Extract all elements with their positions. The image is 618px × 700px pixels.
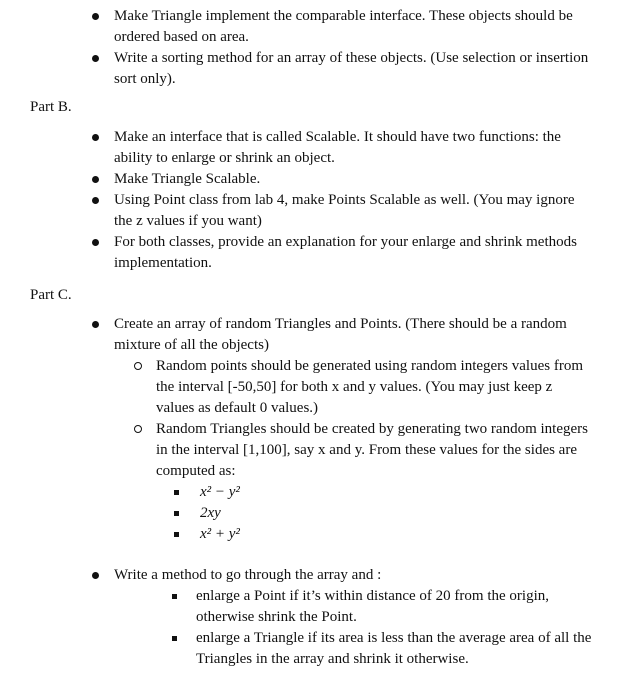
part-c-item-create-array — [92, 314, 592, 545]
part-c-list — [92, 314, 592, 545]
side-formula-product: 2xy — [174, 503, 592, 524]
part-b-item-point-scalable: Using Point class from lab 4, make Points Scalable as well. (You may ignore the z values if you want) — [92, 190, 592, 232]
part-c-method-list — [92, 565, 592, 670]
method-action-triangle: enlarge a Triangle if its area is less than the average area of all the Triangles in the array and shrink it otherwise. — [172, 628, 592, 670]
part-a-item-comparable: Make Triangle implement the comparable interface. These objects should be ordered based on area. — [92, 6, 592, 48]
method-action-point: enlarge a Point if it’s within distance of 20 from the origin, otherwise shrink the Point. — [172, 586, 592, 628]
part-c-triangles-text: Random Triangles should be created by generating two random integers in the interval [1,100], say x and y. From these values for the sides are computed as: — [156, 421, 588, 479]
part-c-heading: Part C. — [30, 287, 72, 303]
part-c-method-text: Write a method to go through the array and : — [114, 567, 382, 583]
part-b-heading: Part B. — [30, 99, 72, 115]
part-b-item-scalable-interface: Make an interface that is called Scalable. It should have two functions: the ability to enlarge or shrink an object. — [92, 127, 592, 169]
part-b-list — [92, 127, 592, 274]
part-c-subitem-random-triangles — [132, 419, 592, 545]
part-b-item-explanation: For both classes, provide an explanation for your enlarge and shrink methods implementation. — [92, 232, 592, 274]
part-c-create-text: Create an array of random Triangles and Points. (There should be a random mixture of all the objects) — [114, 316, 567, 353]
part-c-sublist — [132, 356, 592, 545]
side-formula-sum: x² + y² — [174, 524, 592, 545]
method-action-list — [172, 586, 592, 670]
part-a-list — [92, 6, 592, 90]
part-c-subitem-random-points: Random points should be generated using random integers values from the interval [-50,50] for both x and y values. (You may just keep z values as default 0 values.) — [132, 356, 592, 419]
part-c-item-method — [92, 565, 592, 670]
side-formula-list — [174, 482, 592, 545]
side-formula-difference: x² − y² — [174, 482, 592, 503]
part-a-item-sorting: Write a sorting method for an array of these objects. (Use selection or insertion sort only). — [92, 48, 592, 90]
part-b-item-triangle-scalable: Make Triangle Scalable. — [92, 169, 592, 190]
